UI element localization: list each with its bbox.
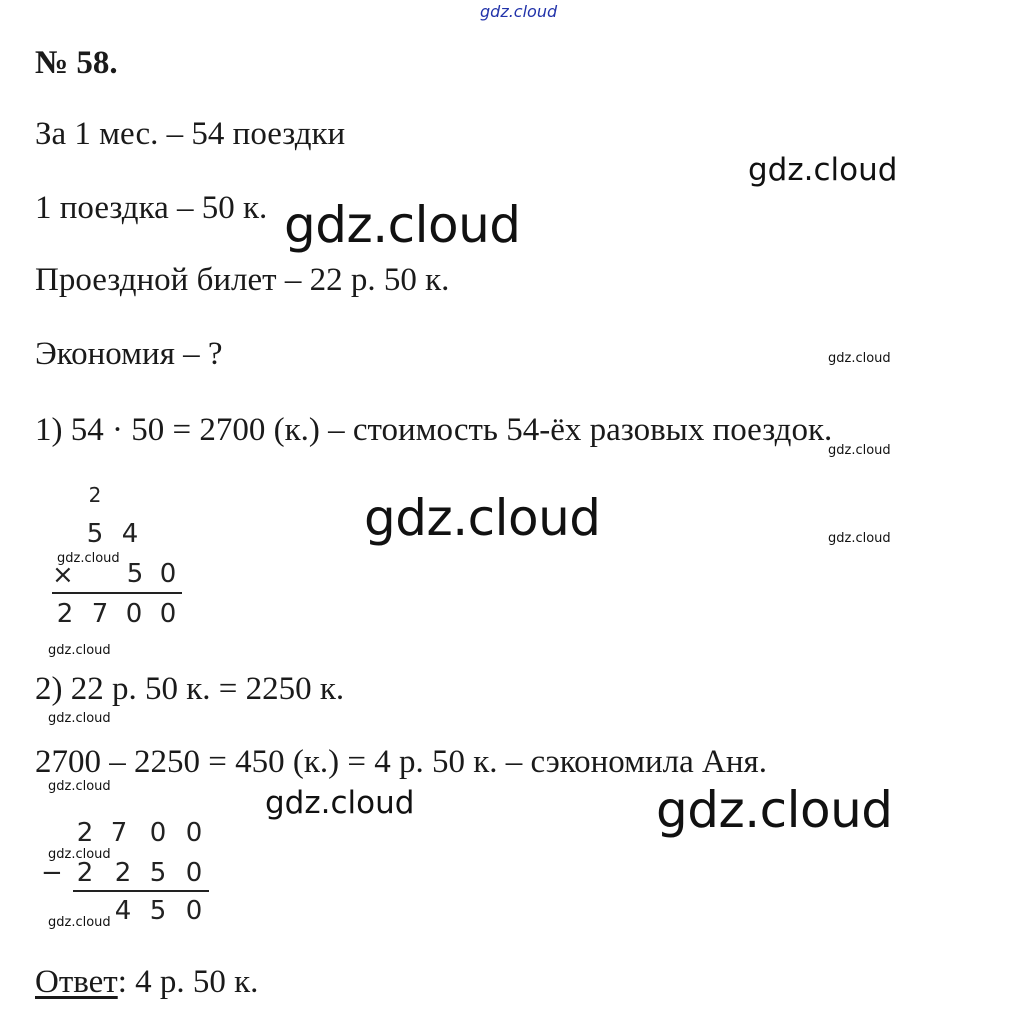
sub-digit: 2 xyxy=(114,858,132,888)
watermark: gdz.cloud xyxy=(656,781,893,839)
step-1: 1) 54 · 50 = 2700 (к.) – стоимость 54-ёх разовых поездок. xyxy=(35,412,833,448)
given-line-pass: Проездной билет – 22 р. 50 к. xyxy=(35,262,450,298)
mult-result-digit: 2 xyxy=(56,599,74,629)
sub-digit: 0 xyxy=(185,858,203,888)
watermark: gdz.cloud xyxy=(828,443,891,458)
mult-result-digit: 0 xyxy=(125,599,143,629)
mult-digit: 5 xyxy=(126,559,144,589)
mult-digit: 5 xyxy=(86,519,104,549)
sub-digit: 7 xyxy=(110,818,128,848)
mult-digit: 4 xyxy=(121,519,139,549)
watermark: gdz.cloud xyxy=(265,785,415,821)
carry-digit: 2 xyxy=(88,483,102,507)
watermark: gdz.cloud xyxy=(284,196,521,254)
watermark: gdz.cloud xyxy=(57,551,120,566)
sub-result-digit: 5 xyxy=(149,896,167,926)
problem-number: № 58. xyxy=(35,45,118,81)
mult-result-digit: 0 xyxy=(159,599,177,629)
watermark: gdz.cloud xyxy=(748,152,898,188)
sub-digit: 2 xyxy=(76,858,94,888)
sub-digit: 0 xyxy=(149,818,167,848)
watermark: gdz.cloud xyxy=(364,489,601,547)
answer-label: Ответ xyxy=(35,964,118,1000)
watermark: gdz.cloud xyxy=(48,711,111,726)
mult-line xyxy=(52,592,182,594)
sub-line xyxy=(73,890,209,892)
step-2: 2) 22 р. 50 к. = 2250 к. xyxy=(35,671,345,707)
watermark: gdz.cloud xyxy=(828,531,891,546)
answer xyxy=(35,966,258,999)
watermark: gdz.cloud xyxy=(48,643,111,658)
given-line-question: Экономия – ? xyxy=(35,336,223,372)
watermark: gdz.cloud xyxy=(48,779,111,794)
mult-result-digit: 7 xyxy=(91,599,109,629)
watermark: gdz.cloud xyxy=(828,351,891,366)
given-line-trips: За 1 мес. – 54 поездки xyxy=(35,116,346,152)
given-line-price: 1 поездка – 50 к. xyxy=(35,190,268,226)
sub-digit: 2 xyxy=(76,818,94,848)
mult-digit: 0 xyxy=(159,559,177,589)
watermark-top: gdz.cloud xyxy=(480,2,558,21)
answer-value: : 4 р. 50 к. xyxy=(117,964,259,1000)
minus-sign: − xyxy=(41,858,63,888)
sub-result-digit: 4 xyxy=(114,896,132,926)
sub-digit: 0 xyxy=(185,818,203,848)
watermark: gdz.cloud xyxy=(48,847,111,862)
watermark: gdz.cloud xyxy=(48,915,111,930)
step-3: 2700 – 2250 = 450 (к.) = 4 р. 50 к. – сэкономила Аня. xyxy=(35,744,767,780)
sub-digit: 5 xyxy=(149,858,167,888)
sub-result-digit: 0 xyxy=(185,896,203,926)
multiply-sign: × xyxy=(52,560,74,590)
